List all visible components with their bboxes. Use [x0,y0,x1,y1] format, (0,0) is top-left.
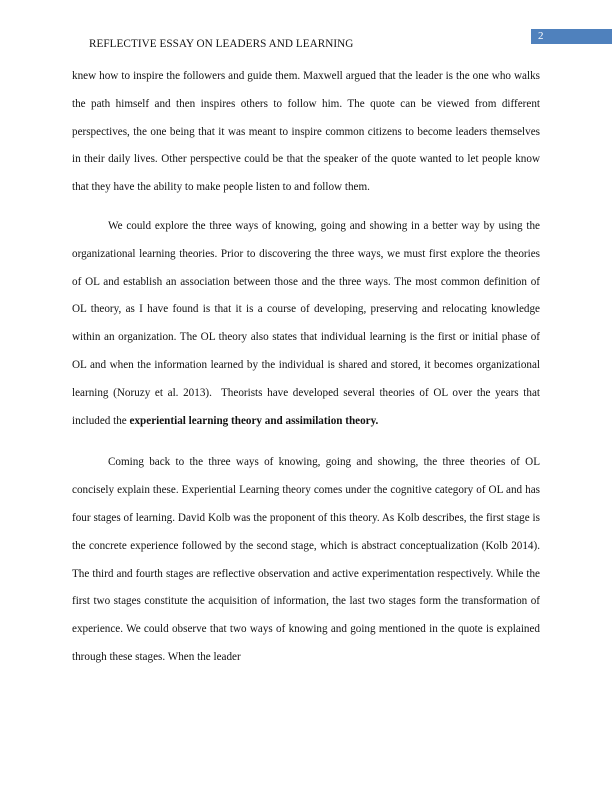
paragraph-2-text: We could explore the three ways of knowing, going and showing in a better way by using the organizational learning theories. Prior to discovering the three ways, we must first explore the theories of OL and establish an association between those and the three ways. The most common definition of OL theory, as I have found is that it is a course of developing, preserving and relocating knowledge within an organization. The OL theory also states that individual learning is the first or initial phase of OL and when the information learned by the individual is shared and stored, it becomes organizational learning (Noruzy et al. 2013). Theorists have developed several theories of OL over the years that included the [72,219,540,427]
page-number: 2 [531,29,612,44]
paragraph-2 [72,213,540,435]
running-head: REFLECTIVE ESSAY ON LEADERS AND LEARNING [89,38,354,50]
paragraph-3: Coming back to the three ways of knowing, going and showing, the three theories of OL concisely explain these. Experiential Learning theory comes under the cognitive category of OL and has four stages of learning. David Kolb was the proponent of this theory. As Kolb describes, the first stage is the concrete experience followed by the second stage, which is abstract conceptualization (Kolb 2014). The third and fourth stages are reflective observation and active experimentation respectively. While the first two stages constitute the acquisition of information, the last two stages form the transformation of experience. We could observe that two ways of knowing and going mentioned in the quote is explained through these stages. When the leader [72,456,540,663]
body-text [72,63,540,686]
paragraph-2-bold-text: experiential learning theory and assimilation theory. [129,414,379,427]
paragraph-1: knew how to inspire the followers and guide them. Maxwell argued that the leader is the one who walks the path himself and then inspires others to follow him. The quote can be viewed from different perspectives, the one being that it was meant to inspire common citizens to become leaders themselves in their daily lives. Other perspective could be that the speaker of the quote wanted to let people know that they have the ability to make people listen to and follow them. [72,70,540,194]
